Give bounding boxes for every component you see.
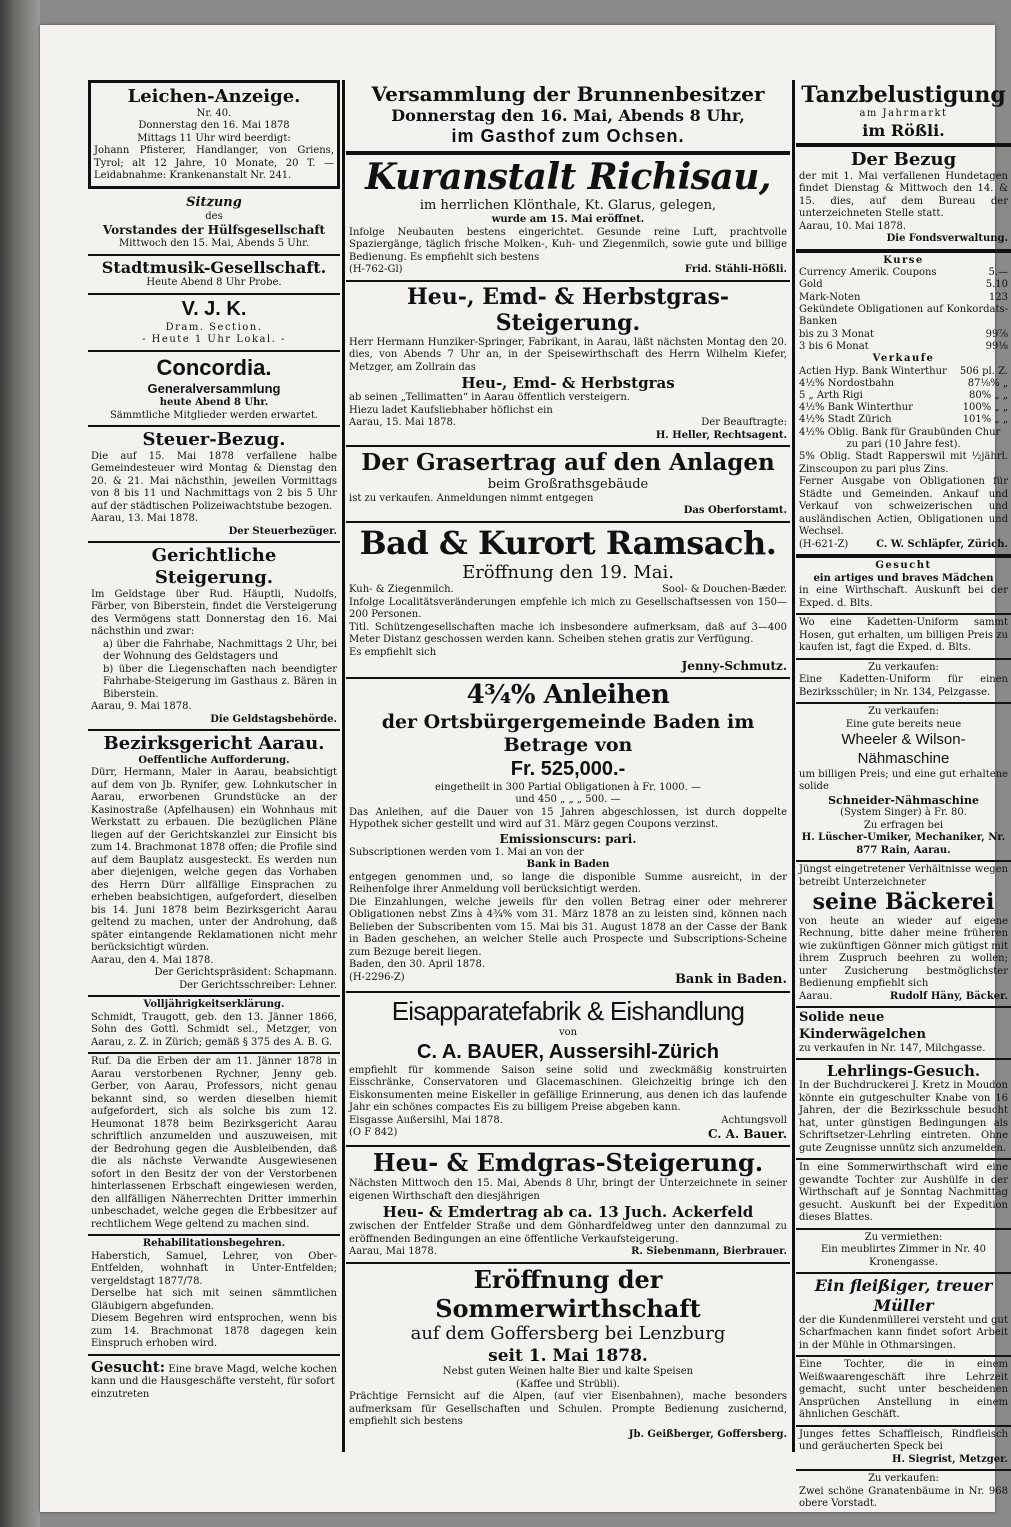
ad-naehmaschine [796,704,1011,862]
ad-signature: Der Gerichtspräsident: Schapmann. [154,967,337,979]
kurse-table [799,267,1008,304]
ad-text: Gekündete Obligationen auf Konkordats-Banken [799,303,1008,328]
ad-sommerwirthschaft-goffersberg [346,1264,790,1444]
kurs-value: 506 pl. Z. [959,365,1008,377]
ad-title: seine Bäckerei [812,889,995,916]
ad-title: Gesucht: [91,1357,166,1376]
ad-body: Titl. Schützengesellschaften mache ich insbesondere aufmerksam, daß auf 3—400 Meter Distanz geschossen werden kann. Scheiben stehen gratis zur Verfügung. [349,621,787,646]
ad-title: Tanzbelustigung [801,82,1006,108]
ad-body: ab seinen „Tellimatten“ in Aarau öffentlich versteigern. [349,392,630,404]
ad-signature: Frid. Stähli-Hößli. [684,264,787,276]
kurs-row [799,341,1008,353]
ad-vjk [88,295,340,352]
ad-der-bezug [796,147,1011,253]
ad-body: ist zu verkaufen. Anmeldungen nimmt entgegen [349,492,594,504]
kurse-table-2 [799,329,1008,353]
ad-title: Leichen-Anzeige. [127,86,301,107]
ad-anleihen-baden [346,679,790,993]
ad-title: Eröffnung der Sommerwirthschaft [435,1264,701,1323]
ad-baeckerei [796,862,1011,1008]
kurs-label: 5 „ Arth Rigi [799,389,863,401]
ad-signature: Das Oberforstamt. [683,505,787,517]
loan-amount: Fr. 525,000.- [510,757,626,780]
ad-place: Baden, den 30. April 1878. [349,959,486,971]
ad-subtitle: der Ortsbürgergemeinde Baden im Betrage von [381,711,755,756]
ad-subtitle: am Jahrmarkt [859,108,948,120]
ad-body: Eine brave Magd, welche kochen kann und die Hausgeschäfte versteht, für sofort einzutreten [91,1363,337,1400]
kurs-row [799,427,1008,439]
ad-title: Solide neue Kinderwägelchen [799,1010,926,1042]
ad-text: zu verkaufen in Nr. 147, Milchgasse. [799,1042,986,1054]
ad-sommerwirthschaft-tochter [796,1160,1011,1230]
ad-title: Steuer-Bezug. [142,429,286,451]
ad-subtitle: im herrlichen Klönthale, Kt. Glarus, gelegen, [419,198,717,214]
ad-title: Stadtmusik-Gesellschaft. [101,257,327,277]
ad-bezirksgericht [88,731,340,997]
ad-signature: H. Lüscher-Umiker, Mechaniker, Nr. 877 Rain, Aarau. [801,832,1006,856]
kurs-row [799,366,1008,378]
ad-signature: C. W. Schläpfer, Zürich. [876,538,1008,550]
ad-text: Nebst guten Weinen halte Bier und kalte Speisen [442,1366,694,1378]
interest-rate: 4¾% [466,680,536,711]
kurs-row [799,390,1008,402]
ad-body: Ferner Ausgabe von Obligationen für Städte und Gemeinden. Ankauf und Verkauf von schweizerischen und ausländischen Actien, Obligationen und Wechsel. [799,476,1008,538]
kurs-value: 87⅛% „ [967,377,1008,389]
ad-body: von heute an wieder auf eigene Rechnung, bitte daher meine früheren wie zukünftigen Gönner mich gütigst mit ihrem Zuspruch beehren zu wollen; unter Zusicherung bestmöglichster Bedienung empfiehlt sich [799,915,1008,990]
ad-heu-emdgras [346,1147,790,1263]
ad-title: Kurse [883,254,924,266]
ad-text: eingetheilt in 300 Partial Obligationen à Fr. 1000. — [434,781,701,793]
ad-text: Achtungsvoll [721,1114,787,1126]
ad-gesucht-maedchen [796,558,1011,615]
ad-body: Hiezu ladet Kaufsliebhaber höflichst ein [349,404,553,416]
ad-granatenbaeume [796,1471,1011,1514]
ad-zimmer [796,1230,1011,1275]
ad-grasertrag [346,447,790,523]
kurs-value: 80% „ „ [969,389,1008,401]
ad-title: Bad & Kurort Ramsach. [359,523,777,562]
ad-title: Zu verkaufen: [868,1473,939,1485]
ad-body: empfiehlt für kommende Saison seine solid und zweckmäßig konstruirten Eisschränke, Conservatoren und Glacemaschinen. Gleichzeitig bringe ich den Eiskonsumenten meine Eiskeller in gefällige Erinnerung, aus denen ich das laufende Jahr ein schönes compactes Eis zu billigem Preise abgeben kann. [349,1064,787,1114]
ad-item: a) über die Fahrhabe, Nachmittags 2 Uhr, bei der Wohnung des Geldstagers und [103,638,337,663]
ad-body: Derselbe hat sich mit seinen sämmtlichen Gläubigern abgefunden. [91,1288,337,1312]
ad-title: Gerichtliche Steigerung. [151,545,277,588]
kurs-row [799,329,1008,341]
ad-subtitle: Heu-, Emd- & Herbstgras [461,374,675,393]
ad-kadetten-gesucht [796,615,1011,660]
ad-kadetten-verkauf [796,660,1011,705]
ad-body: Das Anleihen, auf die Dauer von 15 Jahren abgeschlossen, ist durch doppelte Hypothek sicher gestellt und wird auf 31. März gegen Coupons verzinst. [349,806,787,831]
ad-lehrling [796,1060,1011,1160]
kurs-value: 99⅛ [985,340,1008,352]
ad-subtitle: Eröffnung den 19. Mai. [462,561,674,583]
kurs-value: 99⅞ [985,328,1008,340]
kurs-label: 4½% Nordostbahn [799,377,895,389]
ad-title: Der Grasertrag auf den Anlagen [361,449,775,477]
ad-text: zu pari (10 Jahre fest). [846,438,961,450]
ad-signature: Der Steuerbezüger. [228,525,337,537]
ad-fleisch [796,1427,1011,1472]
ad-title: V. J. K. [181,297,247,320]
kurs-row [799,267,1008,279]
ad-text: Dram. Section. [165,321,263,333]
ad-text: Kuh- & Ziegenmilch. [349,584,454,596]
ad-body: Infolge Localitätsveränderungen empfehle ich mich zu Gesellschaftsessen von 150—200 Personen. [349,596,787,621]
kurs-row [799,292,1008,304]
ad-subtitle: beim Großrathsgebäude [487,476,649,492]
ad-title: Sitzung [186,194,242,210]
ad-sitzung [88,193,340,256]
ad-subtitle: C. A. BAUER, Aussersihl-Zürich [417,1040,719,1063]
ad-code: (H-621-Z) [799,538,849,550]
ad-place: Aarau, 15. Mai 1878. [349,417,457,429]
ad-text: des [205,210,223,222]
verkaufe-table [799,366,1008,439]
ad-body: Es empfiehlt sich [349,646,437,658]
ad-gesucht-magd [88,1356,340,1405]
ad-text: ein artiges und braves Mädchen [813,572,994,584]
ad-body: der mit 1. Mai verfallenen Hundetagen findet Dienstag & Mittwoch den 14. & 15. dies, auf dem Bureau der unterzeichneten Stelle statt. [799,170,1008,220]
ad-signature: R. Siebenmann, Bierbrauer. [631,1246,787,1258]
ad-body: Herr Hermann Hunziker-Springer, Fabrikant, in Aarau, läßt nächsten Montag den 20. dies, von Abends 7 Uhr an, in der Speisewirthschaft des Herrn Wilhelm Kiefer, Metzger, am Zollrain das [349,336,787,373]
ad-signature: Jenny-Schmutz. [681,659,787,674]
ad-subtitle: Wheeler & Wilson-Nähmaschine [841,731,966,767]
ad-versammlung [346,80,790,155]
ad-text: heute Abend 8 Uhr. [159,397,269,409]
ad-text: Eine gute bereits neue [845,718,962,730]
ad-title: Kuranstalt Richisau, [365,155,771,198]
ad-body: Eine Tochter, die in einem Weißwaarengeschäft ihre Lehrzeit gemacht, sucht unter bescheidenen Ansprüchen Anstellung in einem ähnlichen Geschäft. [799,1359,1008,1421]
ad-subtitle: Verkaufe [872,353,935,365]
ad-signature: Bank in Baden. [674,971,787,987]
ad-text: von [558,1027,578,1039]
ad-gerichtliche-steigerung [88,543,340,731]
ad-signature: Die Geldstagsbehörde. [210,713,337,725]
ad-text: - Heute 1 Uhr Lokal. - [142,334,286,346]
ad-signature: H. Siegrist, Metzger. [892,1453,1008,1465]
ad-date: Donnerstag den 16. Mai, Abends 8 Uhr, [391,106,745,125]
ad-place: im Gasthof zum Ochsen. [451,126,685,147]
ad-number: Nr. 40. [196,107,232,119]
kurs-value: 123 [988,291,1008,303]
ad-place: Aarau, Mai 1878. [349,1246,437,1258]
column-left [88,80,340,1452]
column-middle [346,80,790,1452]
ad-text: Vorstandes der Hülfsgesellschaft [102,223,326,238]
ad-place: Eisgasse Außersihl, Mai 1878. [349,1114,503,1126]
ad-title: Zu verkaufen: [868,661,939,673]
kurs-value: 5.— [988,267,1008,279]
ad-volljaehrigkeit [88,997,340,1054]
ad-body: Zwei schöne Granatenbäume in Nr. 968 obere Vorstadt. [799,1485,1008,1510]
ad-text: wurde am 15. Mai eröffnet. [491,214,645,226]
ad-subtitle: Heu- & Emdertrag ab ca. 13 Juch. Ackerfeld [382,1203,754,1222]
ad-text: (Kaffee und Strübli). [516,1378,620,1390]
ad-text: Ein meublirtes Zimmer in Nr. 40 Kronengasse. [820,1244,987,1268]
ad-body: 5% Oblig. Stadt Rapperswil mit ½jährl. Zinscoupon zu pari plus Zins. [799,451,1008,475]
ad-subtitle: Schneider-Nähmaschine [828,793,979,807]
ad-date: Donnerstag den 16. Mai 1878 [138,120,290,132]
ad-title: Ein fleißiger, treuer Müller [814,1276,993,1315]
ad-signature: Rudolf Häny, Bäcker. [890,990,1008,1002]
ad-concordia [88,352,340,428]
ad-mueller [796,1274,1011,1357]
ad-signature: Jb. Geißberger, Goffersberg. [628,1428,787,1440]
ad-title: Rehabilitationsbegehren. [142,1238,286,1250]
ad-text: Mittwoch den 15. Mai, Abends 5 Uhr. [118,238,309,250]
ad-title: Heu- & Emdgras-Steigerung. [372,1148,764,1178]
ad-eisapparatefabrik [346,993,790,1148]
ad-body: Ruf. Da die Erben der am 11. Jänner 1878 in Aarau verstorbenen Rychner, Jenny geb. Gerber, von Aarau, Professors, nicht genau bekannt sind, so werden dieselben hiemit aufgefordert, sich als solche bis zum 12. Heumonat 1878 beim Bezirksgericht Aarau schriftlich anzumelden und auszuweisen, mit der Bedrohung gegen die Ausbleibenden, daß die als nächste Verwandte Ausgewiesenen sofort in den Besitz der von der Verstorbenen hinterlassenen Erbschaft eingewiesen werden, den allfälligen Näherrechten Dritter immerhin unbeschadet, welche gegen die Erbbesitzer auf rechtlichem Wege geltend zu machen sind. [91,1056,337,1230]
ad-body: Junges fettes Schaffleisch, Rindfleisch und geräucherten Speck bei [799,1428,1008,1453]
ad-title: Zu verkaufen: [868,706,939,718]
column-rule-1 [342,80,345,1452]
ad-text: und 450 „ „ „ 500. — [515,794,621,806]
kurs-label: 4½% Stadt Zürich [799,414,892,426]
ad-body: der die Kundenmüllerei versteht und gut Scharfmachen kann findet sofort Arbeit in der Mühle in Othmarsingen. [799,1314,1008,1351]
ad-subtitle: Oeffentliche Aufforderung. [138,754,290,766]
ad-title: Lehrlings-Gesuch. [826,1062,981,1081]
ad-body: Die Einzahlungen, welche jeweils für den vollen Betrag einer oder mehrerer Obligationen nebst Zins à 4¾% vom 31. März 1878 an zu leisten sind, können nach Belieben der Subscribenten vom 15. Mai bis 31. August 1878 an der Casse der Bank in Baden geschehen, an welcher Stelle auch Prospecte und Subscriptions-Scheine zum Bezuge bereit liegen. [349,896,787,958]
ad-title: Concordia. [156,354,272,380]
ad-kurse [796,253,1011,559]
kurs-value: 101% „ „ [962,414,1008,426]
ad-text: Emissionscurs: pari. [499,831,637,846]
ad-body: in eine Wirthschaft. Auskunft bei der Exped. d. Blts. [799,585,1008,609]
ad-place: Aarau, 10. Mai 1878. [799,220,907,232]
kurs-label: 3 bis 6 Monat [799,340,869,352]
ad-title: Gesucht [875,560,932,572]
kurs-label: Currency Amerik. Coupons [799,267,937,279]
ad-place: Aarau. [799,990,833,1002]
ad-ramsach [346,523,790,679]
ad-body: Haberstich, Samuel, Lehrer, von Ober-Entfelden, wohnhaft in Unter-Entfelden; vergeldstagt 1877/78. [91,1250,337,1287]
ad-tochter [796,1357,1011,1427]
ad-body: Im Geldstage über Rud. Häuptli, Nudolfs, Färber, von Biberstein, findet die Versteigerung des Vermögens statt Donnerstag den 16. Mai nächsthin und zwar: [91,588,337,638]
ad-body: Subscriptionen werden vom 1. Mai an von der [349,846,584,858]
ad-body: Dürr, Hermann, Maler in Aarau, beabsichtigt auf dem von Jb. Rynifer, gew. Lohnkutscher in Aarau, erworbenen Grundstücke an der Kasinostraße (Apfelhausen) ein Wohnhaus mit Werkstatt zu erbauen. Die bezüglichen Pläne liegen auf der Gerichtskanzlei zur Einsicht bis zum 14. Brachmonat 1878 offen; die Profile sind auf dem Bauplatz ausgesteckt. Es werden nun aber diejenigen, welche gegen das Vorhaben des Herrn Dürr allfällige Einsprachen zu erheben beabsichtigen, aufgefordert, dieselben bis 14. Juni 1878 beim Bezirksgericht Aarau geltend zu machen, unter der Androhung, daß später eintangende Reklamationen nicht mehr berücksichtigt würden. [91,767,337,954]
kurs-label: Actien Hyp. Bank Winterthur [799,365,947,377]
ad-code: (O F 842) [349,1127,398,1139]
kurs-label: 4½% Bank Winterthur [799,402,913,414]
ad-body: Infolge Neubauten bestens eingerichtet. Gesunde reine Luft, prachtvolle Spaziergänge, täglich frische Molken-, Kuh- und Ziegenmilch, sowie gute und billige Bedienung. Es empfiehlt sich bestens [349,226,787,263]
ad-text: Sämmtliche Mitglieder werden erwartet. [109,409,319,421]
ad-kuranstalt-richisau [346,155,790,282]
ad-signature: C. A. Bauer. [707,1127,787,1142]
kurs-label: bis zu 3 Monat [799,328,875,340]
ad-body: Diesem Begehren wird entsprochen, wenn bis zum 14. Brachmonat 1878 dagegen kein Einspruch erhoben wird. [91,1313,337,1350]
ad-code: (H-2296-Z) [349,971,405,983]
ad-body: Prächtige Fernsicht auf die Alpen, (auf vier Eisenbahnen), mache besonders aufmerksam für Gesellschaften und Schulen. Prompte Bedienung zusichernd, empfiehlt sich bestens [349,1391,787,1428]
ad-title: Der Bezug [850,149,957,171]
ad-title: Anleihen [543,680,670,711]
kurs-value: 100% „ „ [962,402,1008,414]
ad-place: Aarau, 9. Mai 1878. [91,701,192,713]
ad-kinderwaegelchen [796,1008,1011,1060]
ad-text: Bank in Baden [526,859,610,871]
ad-subtitle: auf dem Goffersberg bei Lenzburg [410,1323,726,1345]
book-spine [0,0,40,1527]
kurs-label: Gold [799,279,823,291]
ad-steuer-bezug [88,427,340,543]
ad-body: Johann Pfisterer, Handlanger, von Griens, Tyrol; alt 12 Jahre, 10 Monate, 20 T. — Leidabnahme: Krankenanstalt Nr. 241. [94,145,334,182]
ad-signature: Der Beauftragte: [701,417,787,429]
ad-title: Bezirksgericht Aarau. [103,733,325,755]
ad-body: In eine Sommerwirthschaft wird eine gewandte Tochter zur Aushülfe in der Wirthschaft auf je Sonntag Nachmittag gesucht. Auskunft bei der Expedition dieses Blattes. [799,1162,1008,1224]
kurs-label: 4½% Oblig. Bank für Graubünden Chur [799,426,1001,438]
kurs-row [799,402,1008,414]
kurs-row [799,378,1008,390]
ad-body: zwischen der Entfelder Straße und dem Gönhardfeldweg unter den dannzumal zu eröffnenden Bedingungen an eine öffentliche Verkaufsteigerung. [349,1221,787,1245]
ad-body: um billigen Preis; und eine gut erhaltene solide [799,768,1008,793]
ad-body: Schmidt, Traugott, geb. den 13. Jänner 1866, Sohn des Gottl. Schmidt sel., Metzger, von Aarau, z. Z. in Zürich; gemäß § 375 des A. B. G. [91,1011,337,1048]
ad-signature: H. Heller, Rechtsagent. [655,429,787,441]
ad-title: Zu vermiethen: [864,1231,943,1243]
ad-place: Aarau, 13. Mai 1878. [91,513,199,525]
ad-title: Volljährigkeitserklärung. [143,999,285,1011]
kurs-label: Mark-Noten [799,291,861,303]
ad-place: Aarau, den 4. Mai 1878. [91,954,214,966]
ad-text: (System Singer) à Fr. 80. [840,807,967,819]
ad-text: Sool- & Douchen-Bæder. [662,584,787,596]
ad-text: Zu erfragen bei [863,819,944,831]
ad-body: entgegen genommen und, so lange die disponible Summe ausreicht, in der Reihenfolge ihrer Anmeldung voll berücksichtigt werden. [349,871,787,896]
ad-title: Heu-, Emd- & Herbstgras-Steigerung. [406,283,730,337]
ad-code: (H-762-Gl) [349,264,403,276]
ad-body: In der Buchdruckerei J. Kretz in Moudon könnte ein gutgeschulter Knabe von 16 Jahren, der die Bezirksschule besucht hat, unter günstigen Bedingungen als Schriftsetzer-Lehrling eintreten. Ohne gute Zeugnisse unnütz sich anzumelden. [799,1080,1008,1154]
ad-heu-emd-herbstgras [346,282,790,447]
ad-signature: Die Fondsverwaltung. [886,233,1008,245]
ad-body: Wo eine Kadetten-Uniform sammt Hosen, gut erhalten, um billigen Preis zu kaufen ist, fagt die Exped. d. Blts. [799,617,1008,654]
ad-signature: Der Gerichtsschreiber: Lehner. [179,979,337,991]
ad-body: Jüngst eingetretener Verhältnisse wegen betreibt Unterzeichneter [799,864,1008,888]
ad-rehabilitation [88,1236,340,1356]
ad-title: Versammlung der Brunnenbesitzer [371,82,765,106]
ad-time: Mittags 11 Uhr wird beerdigt: [137,132,291,144]
ad-body: Die auf 15. Mai 1878 verfallene halbe Gemeindesteuer wird Montag & Dienstag den 20. & 21. Mai nächsthin, jeweilen Vormittags von 8 bis 11 und Nachmittags von 2 bis 5 Uhr auf der städtischen Polizeiwachtstube bezogen. [91,450,337,512]
ad-tanzbelustigung [796,80,1011,147]
ad-ruf [88,1054,340,1236]
ad-date: seit 1. Mai 1878. [488,1345,648,1366]
ad-item: b) über die Liegenschaften nach beendigter Fahrhabe-Steigerung im Gasthaus z. Bären in Biberstein. [103,663,337,700]
ad-body: Nächsten Mittwoch den 15. Mai, Abends 8 Uhr, bringt der Unterzeichnete in seiner eigenen Wirthschaft den diesjährigen [349,1178,787,1202]
ad-stadtmusik [88,256,340,295]
ad-body: Eine Kadetten-Uniform für einen Bezirksschüler; in Nr. 134, Pelzgasse. [799,674,1008,698]
ad-text: Heute Abend 8 Uhr Probe. [146,277,282,289]
kurs-row [799,279,1008,291]
kurs-value: 5.10 [985,279,1008,291]
kurs-row [799,414,1008,426]
column-right [796,80,1011,1510]
ad-place: im Rößli. [862,120,945,140]
column-rule-2 [792,80,795,1452]
newspaper-page [40,25,1008,1512]
ad-subtitle: Generalversammlung [147,381,281,397]
ad-leichen-anzeige [88,80,340,189]
ad-title: Eisapparatefabrik & Eishandlung [391,995,745,1026]
